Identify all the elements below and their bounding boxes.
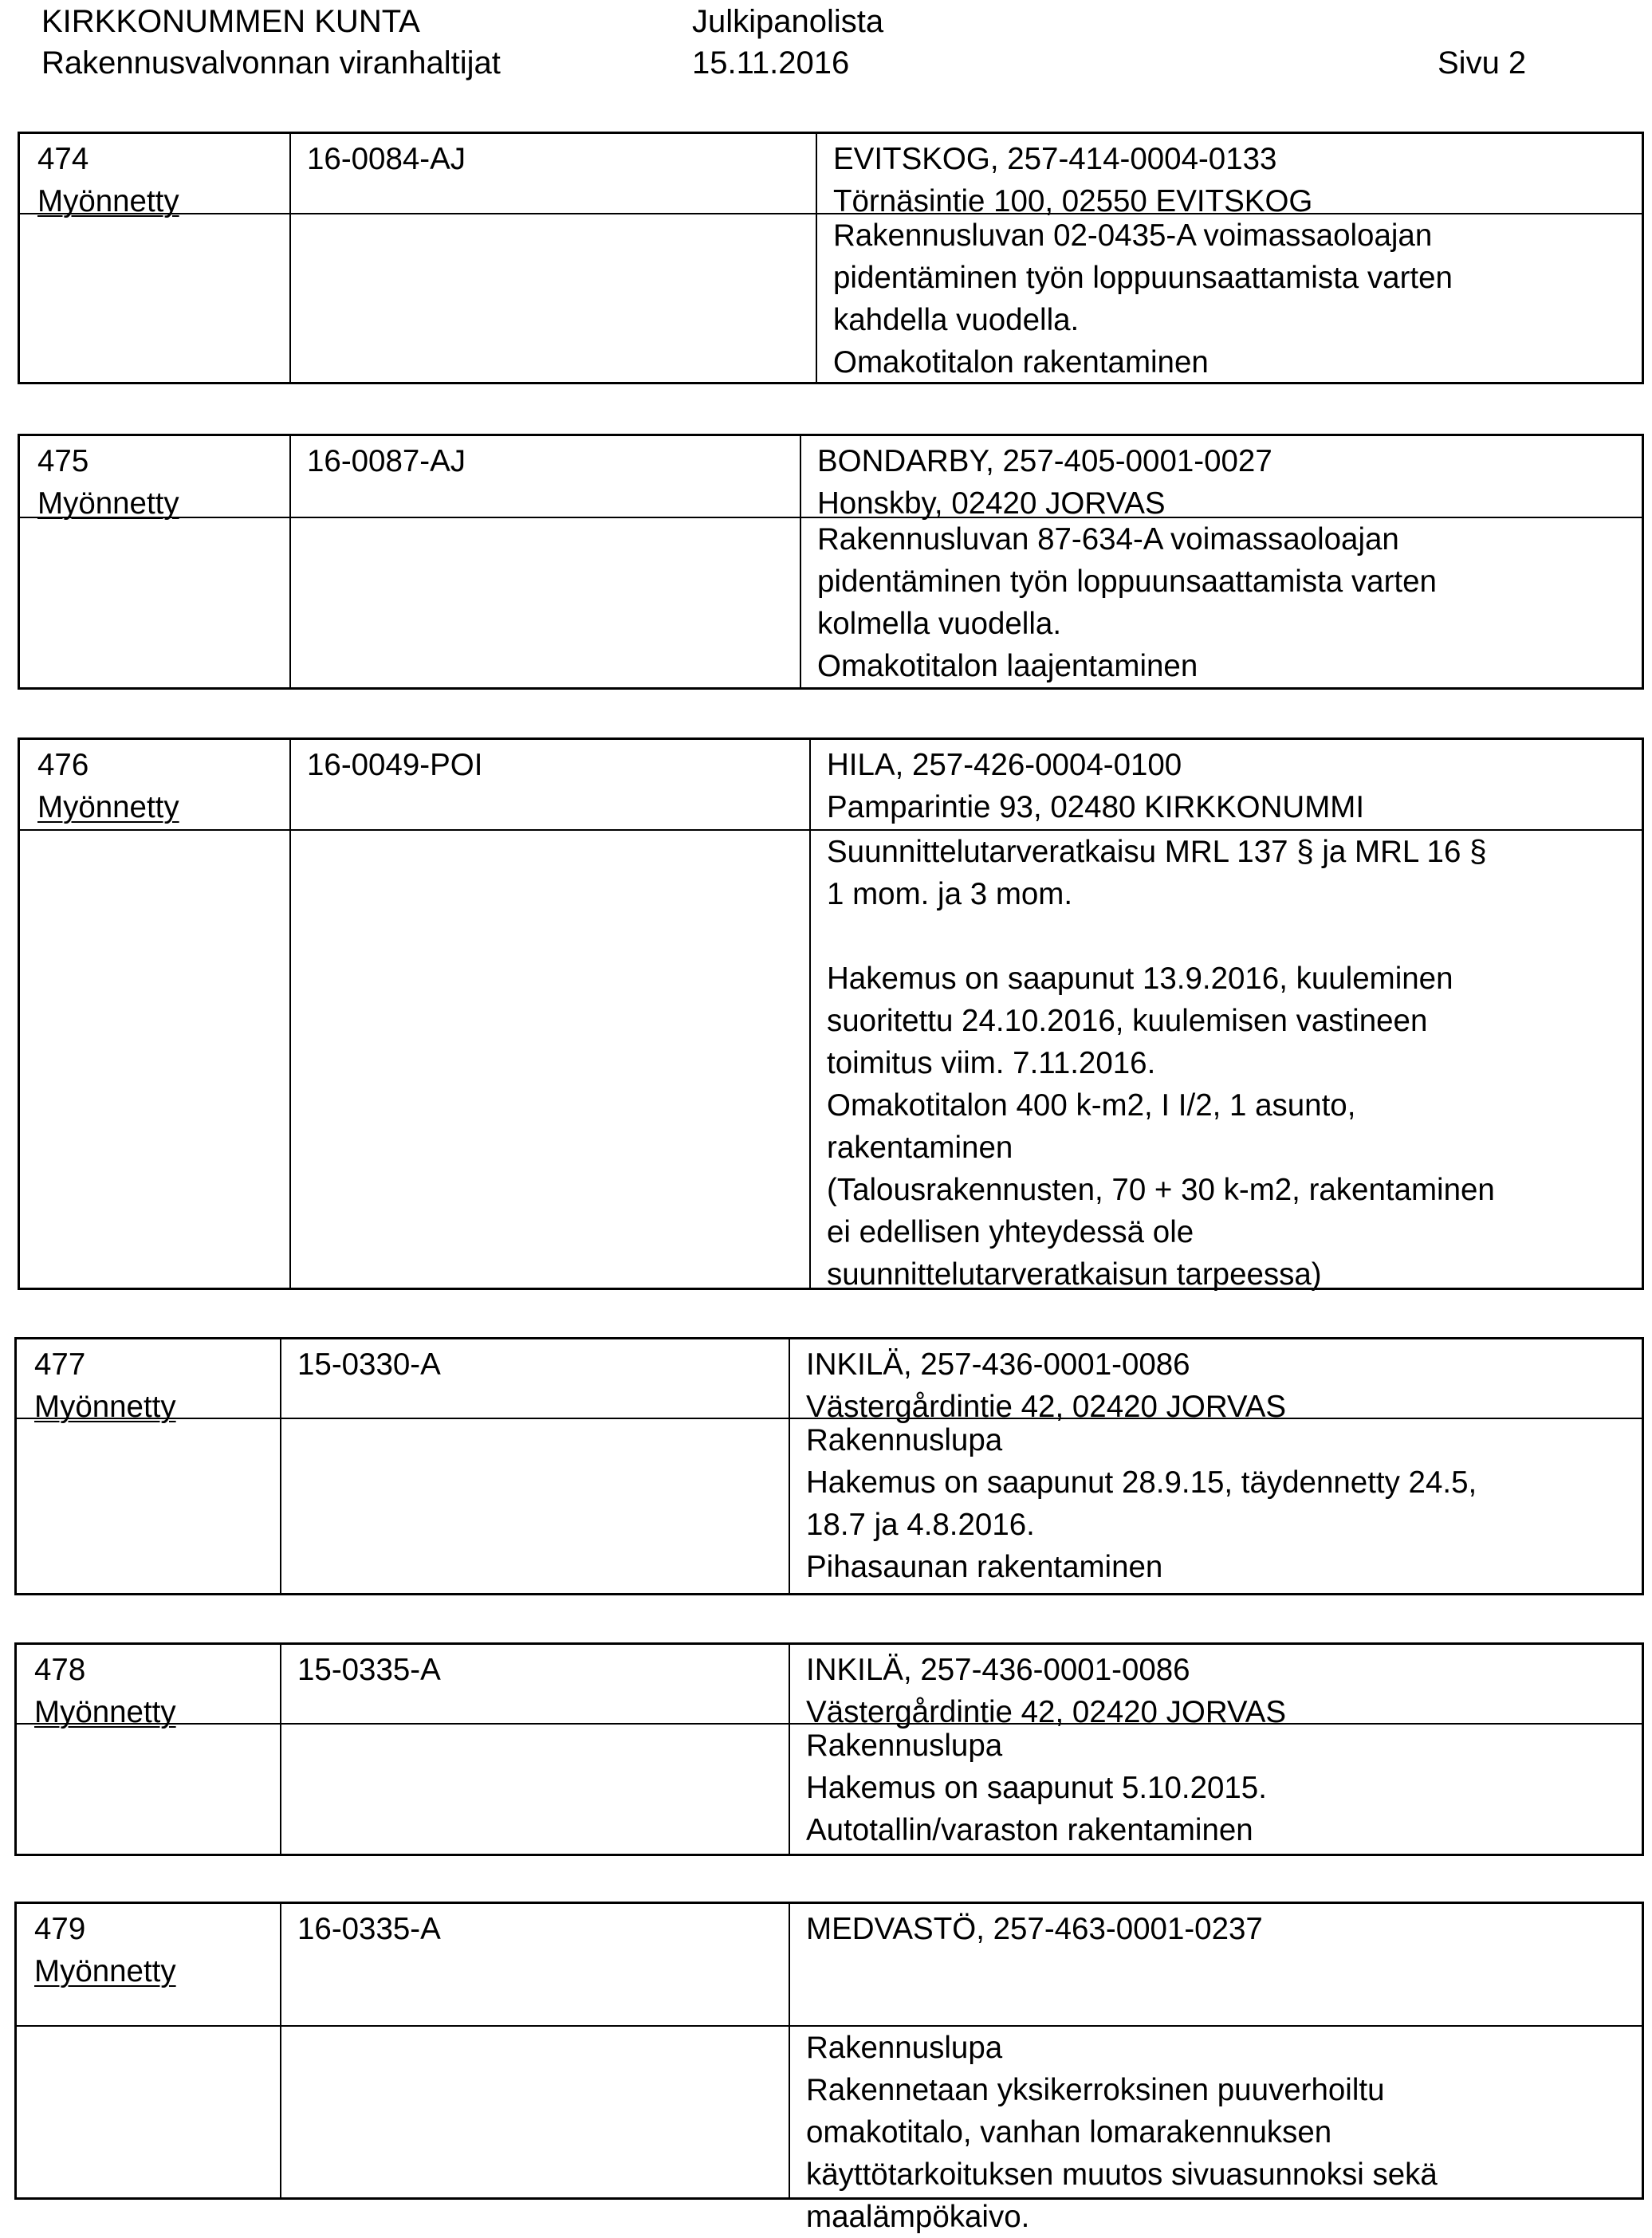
description-line: Rakennetaan yksikerroksinen puuverhoiltu: [806, 2073, 1385, 2107]
record-table: [18, 737, 1644, 1290]
column-divider: [789, 1904, 790, 2197]
description-line: Rakennuslupa: [806, 1729, 1003, 1763]
column-divider: [280, 1904, 281, 2197]
record-number: 474: [37, 142, 89, 176]
document-date: 15.11.2016: [692, 45, 850, 81]
description-line: Rakennusluvan 02-0435-A voimassaoloajan: [833, 218, 1433, 253]
property-id: BONDARBY, 257-405-0001-0027: [817, 444, 1272, 478]
record-number: 479: [34, 1912, 86, 1946]
record-table: [18, 434, 1644, 690]
description-line: suoritettu 24.10.2016, kuulemisen vastineen: [827, 1004, 1428, 1038]
property-id: EVITSKOG, 257-414-0004-0133: [833, 142, 1277, 176]
description-line: Rakennusluvan 87-634-A voimassaoloajan: [817, 522, 1399, 557]
description-line: Autotallin/varaston rakentaminen: [806, 1813, 1253, 1847]
case-id: 16-0335-A: [297, 1912, 441, 1946]
column-divider: [816, 134, 817, 382]
decision-status: Myönnetty: [34, 1390, 176, 1424]
department-name: Rakennusvalvonnan viranhaltijat: [41, 45, 501, 81]
column-divider: [289, 134, 291, 382]
case-id: 16-0049-POI: [307, 748, 483, 782]
case-id: 16-0084-AJ: [307, 142, 466, 176]
description-line: (Talousrakennusten, 70 + 30 k-m2, rakentaminen: [827, 1173, 1495, 1207]
decision-status: Myönnetty: [34, 1954, 176, 1988]
record-number: 477: [34, 1347, 86, 1382]
record-table: [14, 1337, 1644, 1595]
description-line: Omakotitalon 400 k-m2, I I/2, 1 asunto,: [827, 1088, 1356, 1123]
column-divider: [789, 1645, 790, 1854]
description-line: Hakemus on saapunut 28.9.15, täydennetty 24.5,: [806, 1465, 1477, 1500]
column-divider: [280, 1339, 281, 1593]
organization-name: KIRKKONUMMEN KUNTA: [41, 4, 420, 39]
description-line: rakentaminen: [827, 1131, 1013, 1165]
decision-status: Myönnetty: [37, 184, 179, 218]
description-line: käyttötarkoituksen muutos sivuasunnoksi sekä: [806, 2157, 1438, 2192]
description-line: ei edellisen yhteydessä ole: [827, 1215, 1194, 1249]
decision-status: Myönnetty: [34, 1695, 176, 1729]
description-line: suunnittelutarveratkaisun tarpeessa): [827, 1257, 1322, 1292]
column-divider: [280, 1645, 281, 1854]
description-line: toimitus viim. 7.11.2016.: [827, 1046, 1156, 1080]
record-number: 476: [37, 748, 89, 782]
record-table: [14, 1642, 1644, 1856]
decision-status: Myönnetty: [37, 790, 179, 824]
column-divider: [809, 740, 811, 1288]
property-id: MEDVASTÖ, 257-463-0001-0237: [806, 1912, 1263, 1946]
description-line: Hakemus on saapunut 13.9.2016, kuuleminen: [827, 962, 1453, 996]
record-table: [14, 1902, 1644, 2234]
property-address: Västergårdintie 42, 02420 JORVAS: [806, 1695, 1287, 1729]
column-divider: [800, 436, 801, 687]
description-line: pidentäminen työn loppuunsaattamista varten: [817, 564, 1437, 599]
description-line: Rakennuslupa: [806, 2031, 1003, 2065]
property-id: HILA, 257-426-0004-0100: [827, 748, 1182, 782]
description-line: Rakennuslupa: [806, 1423, 1003, 1457]
column-divider: [289, 436, 291, 687]
description-line: 1 mom. ja 3 mom.: [827, 877, 1073, 911]
case-id: 16-0087-AJ: [307, 444, 466, 478]
property-id: INKILÄ, 257-436-0001-0086: [806, 1653, 1190, 1687]
description-line: kolmella vuodella.: [817, 607, 1062, 641]
description-line: Suunnittelutarveratkaisu MRL 137 § ja MRL 16 §: [827, 835, 1487, 869]
property-address: Pamparintie 93, 02480 KIRKKONUMMI: [827, 790, 1365, 824]
decision-status: Myönnetty: [37, 486, 179, 521]
case-id: 15-0335-A: [297, 1653, 441, 1687]
property-address: Honskby, 02420 JORVAS: [817, 486, 1166, 521]
page-number: Sivu 2: [1438, 45, 1527, 81]
record-number: 478: [34, 1653, 86, 1687]
property-id: INKILÄ, 257-436-0001-0086: [806, 1347, 1190, 1382]
description-line: kahdella vuodella.: [833, 303, 1080, 337]
record-number: 475: [37, 444, 89, 478]
document-type: Julkipanolista: [692, 4, 884, 39]
property-address: Törnäsintie 100, 02550 EVITSKOG: [833, 184, 1313, 218]
record-table: [18, 132, 1644, 384]
description-line: Omakotitalon laajentaminen: [817, 649, 1198, 683]
description-line: omakotitalo, vanhan lomarakennuksen: [806, 2115, 1332, 2150]
description-line: pidentäminen työn loppuunsaattamista varten: [833, 261, 1453, 295]
property-address: Västergårdintie 42, 02420 JORVAS: [806, 1390, 1287, 1424]
column-divider: [789, 1339, 790, 1593]
description-line: 18.7 ja 4.8.2016.: [806, 1508, 1035, 1542]
column-divider: [289, 740, 291, 1288]
description-line: Hakemus on saapunut 5.10.2015.: [806, 1771, 1267, 1805]
description-line: Omakotitalon rakentaminen: [833, 345, 1209, 380]
description-line: maalämpökaivo.: [806, 2200, 1030, 2234]
case-id: 15-0330-A: [297, 1347, 441, 1382]
description-line: Pihasaunan rakentaminen: [806, 1550, 1163, 1584]
